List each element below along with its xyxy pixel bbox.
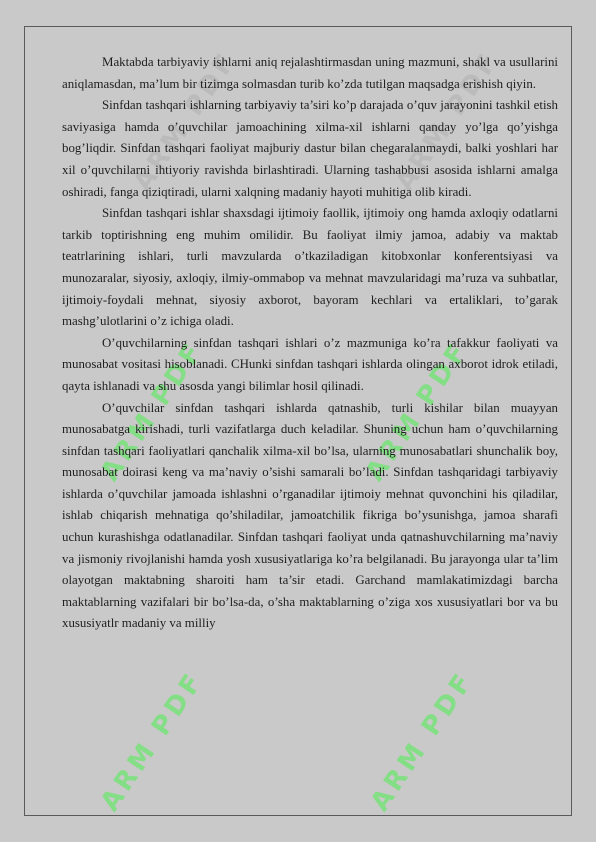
watermark-suffix: PDF — [415, 666, 481, 742]
watermark-brand: ARM — [360, 405, 429, 487]
paragraph-1: Maktabda tarbiyaviy ishlarni aniq rejalashtirmasdan uning mazmuni, shakl va usullarini aniqlamasdan, ma’lum bir tizimga solmasdan turib ko’zda tutilgan maqsadga erishish qiyin. — [62, 55, 558, 91]
watermark-suffix: PDF — [178, 46, 244, 122]
watermark-brand: ARM — [365, 735, 434, 817]
paragraph-2: Sinfdan tashqari ishlarning tarbiyaviy ta’siri ko’p darajada o’quv jarayonini tashkil etish saviyasiga hamda o’quvchilar jamoachining xilma-xil ishlarni qanday yo’lga qo’yishga bog’liqdir. Sinfdan tashqari faoliyat majburiy dastur bilan chegaralanmaydi, balki yoshlari har xil o’quvchilarni ihtiyoriy ravishda birlashtiradi. Ularning tashabbusi asosida ishlarni amalga oshiradi, fanga qiziqtiradi, ularni xalqning madaniy hayoti muhitiga olib kiradi. — [62, 98, 558, 199]
watermark-suffix: PDF — [145, 336, 211, 412]
paragraph-4: O’quvchilarning sinfdan tashqari ishlari o’z mazmuniga ko’ra tafakkur faoliyati va munosabat vositasi hisoblanadi. CHunki sinfdan tashqari ishlarda olingan axborot idrok etiladi, qayta ishlanadi va shu asosda yangi bilimlar hosil qilinadi. — [62, 335, 558, 393]
watermark-brand: ARM — [95, 735, 164, 817]
watermark-suffix: PDF — [440, 46, 506, 122]
watermark-brand: ARM — [128, 115, 197, 197]
watermark-suffix: PDF — [410, 336, 476, 412]
watermark-brand: ARM — [95, 405, 164, 487]
document-body — [62, 52, 558, 635]
watermark-brand: ARM — [390, 115, 459, 197]
paragraph-5: O’quvchilar sinfdan tashqari ishlarda qatnashib, turli kishilar bilan muayyan munosabatga kirishadi, turli vazifatlarga duch keladilar. Shuning uchun ham o’quvchilarning sinfdan tashqari faoliyatlari qanchalik xilma-xil bo’lsa, ularning munosabatlari shunchalik boy, munosabat doirasi keng va ma’naviy o’sishi samarali bo’ladi. Sinfdan tashqaridagi tarbiyaviy ishlarda o’quvchilar jamoada ishlashni o’rganadilar ijtimoiy mehnat quvonchini his qiladilar, ishlab chiqarish mehnatiga qo’shiladilar, jamoatchilik fikriga bo’ysunishga, jamoa sharafi uchun kurashishga odatlanadilar. Sinfdan tashqari faoliyat unda qatnashuvchilarning ma’naviy va jismoniy rivojlanishi hamda yosh xususiyatlariga ko’ra belgilanadi. Bu jarayonga ular ta’lim olayotgan maktabning sharoiti ham ta’sir etadi. Garchand mamlakatimizdagi barcha maktablarning vazifalari bir bo’lsa-da, o’sha maktablarning o’ziga xos xususiyatlari bor va bu xususiyatlr madaniy va milliy — [62, 400, 558, 631]
watermark-suffix: PDF — [145, 666, 211, 742]
paragraph-3: Sinfdan tashqari ishlar shaxsdagi ijtimoiy faollik, ijtimoiy ong hamda axloqiy odatlarni tarkib toptirishning eng muhim omilidir. Bu faoliyat ilmiy jamoa, adabiy va maktab teatrlarining ishlari, turli mavzularda o’tkaziladigan kitobxonlar konferentsiyasi va munozaralar, siyosiy, axloqiy, ilmiy-ommabop va mehnat mavzularidagi ma’ruza va suhbatlar, ijtimoiy-foydali mehnat, siyosiy axborot, bayoram kechlari va ertaliklari, to’garak mashg’ulotlarini o’z ichiga oladi. — [62, 206, 558, 329]
